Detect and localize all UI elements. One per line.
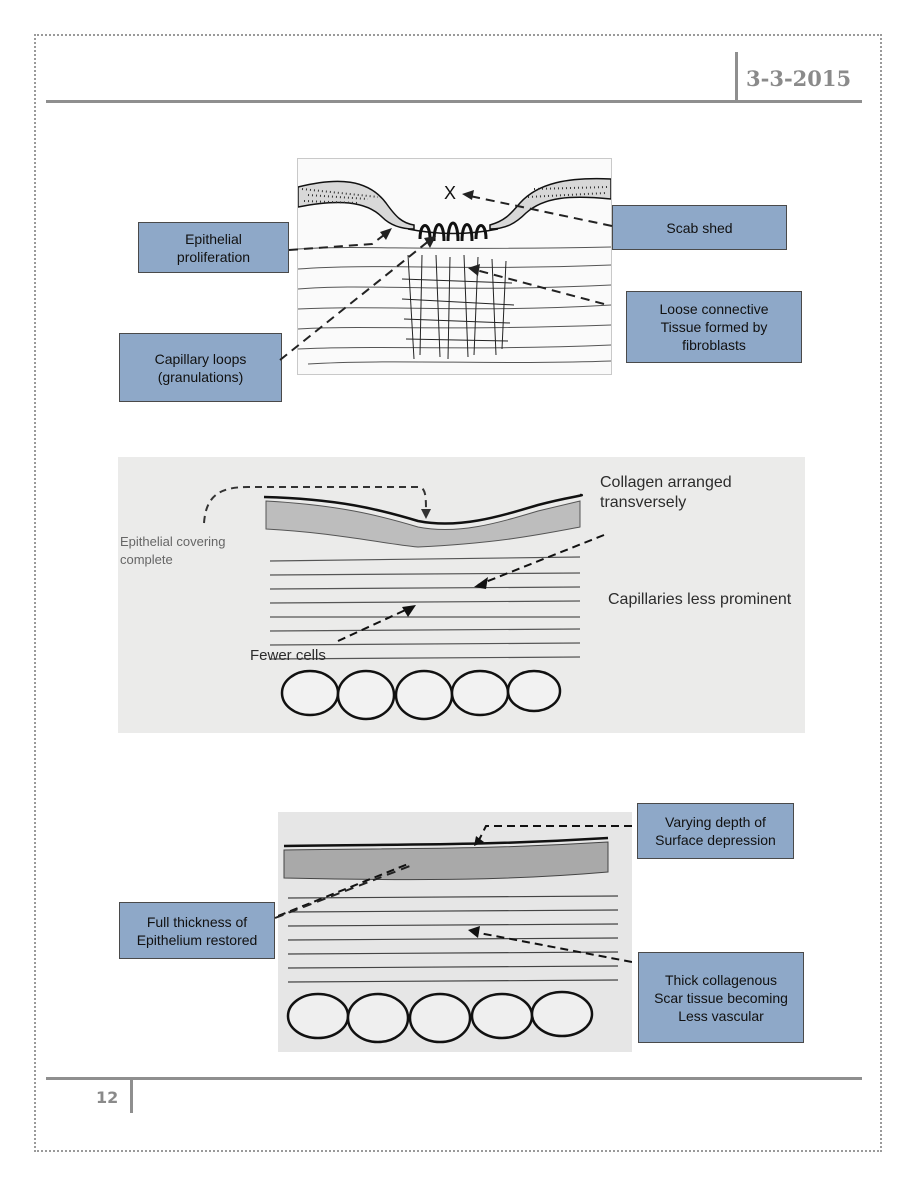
label-capillaries-less-prominent: Capillaries less prominent: [608, 591, 792, 608]
header-rule: [46, 100, 862, 103]
callout-thick-collagenous: Thick collagenous Scar tissue becoming Less vascular: [638, 952, 804, 1043]
figure-2-photo: [118, 457, 805, 733]
header-date: 3-3-2015: [746, 66, 852, 91]
callout-varying-depth: Varying depth of Surface depression: [637, 803, 794, 859]
footer-rule: [46, 1077, 862, 1080]
footer-divider: [130, 1077, 133, 1113]
label-collagen-arranged: Collagen arranged transversely: [600, 474, 732, 511]
callout-full-thickness: Full thickness of Epithelium restored: [119, 902, 275, 959]
callout-epithelial-proliferation: Epithelial proliferation: [138, 222, 289, 273]
scab-marker: X: [444, 183, 457, 203]
label-epithelial-covering: Epithelial covering complete: [120, 534, 226, 567]
label-fewer-cells: Fewer cells: [250, 647, 326, 664]
figure-3-photo: [278, 812, 632, 1052]
figure-1-illustration: [297, 158, 612, 375]
callout-capillary-loops: Capillary loops (granulations): [119, 333, 282, 402]
callout-loose-connective-tissue: Loose connective Tissue formed by fibroblasts: [626, 291, 802, 363]
header-divider: [735, 52, 738, 102]
callout-scab-shed: Scab shed: [612, 205, 787, 250]
page-number: 12: [96, 1088, 119, 1107]
